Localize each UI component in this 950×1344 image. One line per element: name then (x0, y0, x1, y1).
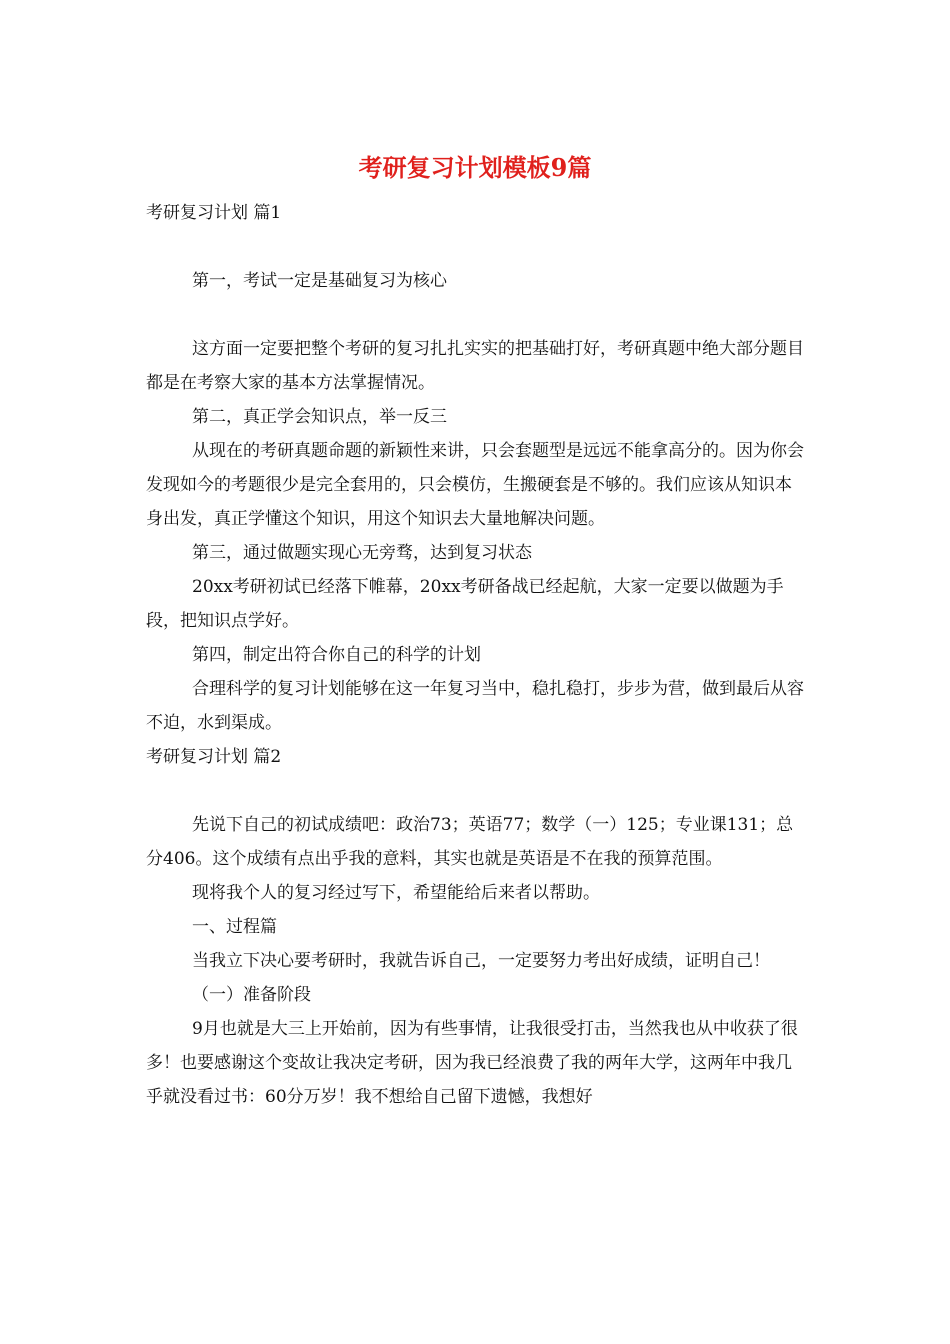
paragraph: 这方面一定要把整个考研的复习扎扎实实的把基础打好，考研真题中绝大部分题目都是在考察大家的基本方法掌握情况。 (146, 339, 804, 393)
paragraph: 第四，制定出符合你自己的科学的计划 (192, 645, 481, 665)
paragraph: 一、过程篇 (192, 917, 277, 937)
document-title: 考研复习计划模板9篇 (358, 153, 592, 182)
paragraph: 现将我个人的复习经过写下，希望能给后来者以帮助。 (192, 883, 600, 903)
paragraph: 第二，真正学会知识点，举一反三 (192, 407, 447, 427)
document-body (146, 196, 808, 1114)
paragraph: 先说下自己的初试成绩吧：政治73；英语77；数学（一）125；专业课131；总分406。这个成绩有点出乎我的意料，其实也就是英语是不在我的预算范围。 (146, 815, 794, 869)
section-heading: 考研复习计划 篇1 (146, 203, 282, 223)
paragraph: 合理科学的复习计划能够在这一年复习当中，稳扎稳打，步步为营，做到最后从容不迫，水到渠成。 (146, 679, 804, 733)
paragraph: （一）准备阶段 (192, 985, 311, 1005)
paragraph: 第一，考试一定是基础复习为核心 (192, 271, 447, 291)
paragraph: 第三，通过做题实现心无旁骛，达到复习状态 (192, 543, 532, 563)
paragraph: 当我立下决心要考研时，我就告诉自己，一定要努力考出好成绩，证明自己！ (192, 951, 770, 971)
paragraph: 20xx考研初试已经落下帷幕，20xx考研备战已经起航，大家一定要以做题为手段，把知识点学好。 (146, 577, 784, 631)
paragraph: 9月也就是大三上开始前，因为有些事情，让我很受打击，当然我也从中收获了很多！也要感谢这个变故让我决定考研，因为我已经浪费了我的两年大学，这两年中我几乎就没看过书：60分万岁！我不想给自己留下遗憾，我想好 (146, 1019, 798, 1107)
paragraph: 从现在的考研真题命题的新颖性来讲，只会套题型是远远不能拿高分的。因为你会发现如今的考题很少是完全套用的，只会模仿，生搬硬套是不够的。我们应该从知识本身出发，真正学懂这个知识，用这个知识去大量地解决问题。 (146, 441, 804, 529)
section-heading: 考研复习计划 篇2 (146, 747, 282, 767)
